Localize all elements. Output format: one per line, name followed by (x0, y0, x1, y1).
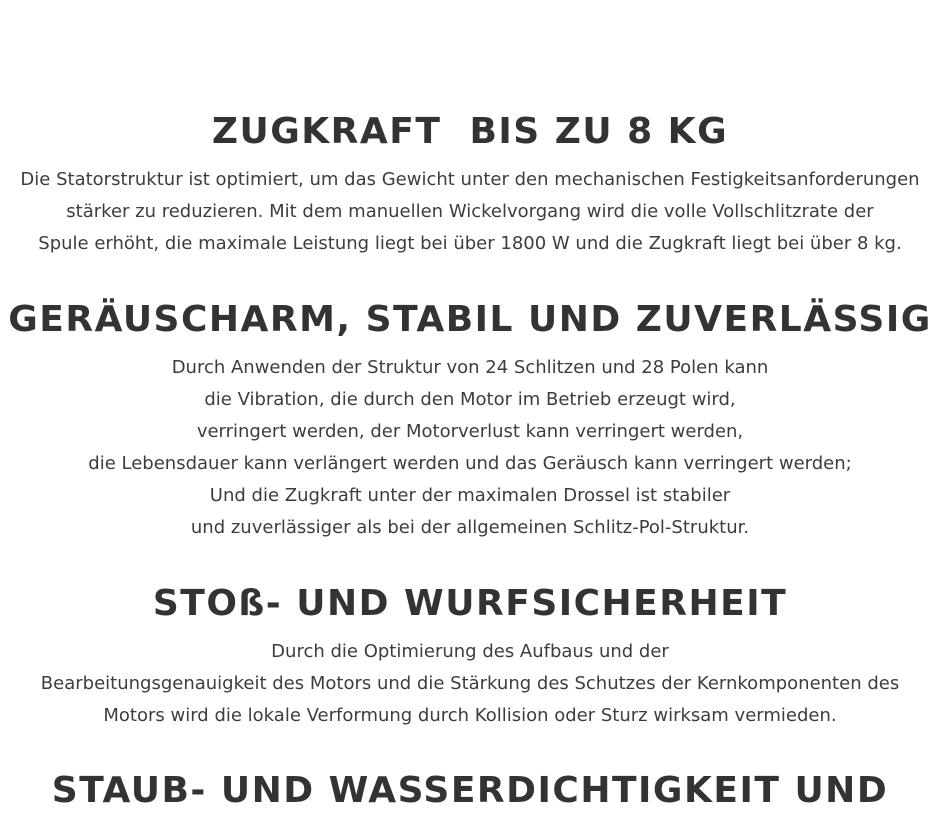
section-heading: STAUB- UND WASSERDICHTIGKEIT UND (51, 770, 889, 811)
section-body (0, 352, 940, 544)
section-heading: GERÄUSCHARM, STABIL UND ZUVERLÄSSIG (8, 299, 932, 340)
section-heading: ZUGKRAFT BIS ZU 8 KG (211, 111, 729, 152)
body-line: Spule erhöht, die maximale Leistung liegt bei über 1800 W und die Zugkraft liegt bei über 8 kg. (38, 233, 902, 254)
section-low-noise (0, 298, 940, 544)
body-line: Und die Zugkraft unter der maximalen Drossel ist stabiler (209, 485, 731, 506)
body-line: Bearbeitungsgenauigkeit des Motors und die Stärkung des Schutzes der Kernkomponenten des (40, 673, 900, 694)
section-heading: STOß- UND WURFSICHERHEIT (152, 583, 788, 624)
section-body (0, 164, 940, 260)
body-line: Motors wird die lokale Verformung durch Kollision oder Sturz wirksam vermieden. (103, 705, 837, 726)
body-line: die Lebensdauer kann verlängert werden und das Geräusch kann verringert werden; (88, 453, 852, 474)
body-line: Durch Anwenden der Struktur von 24 Schlitzen und 28 Polen kann (171, 357, 769, 378)
section-dust-water-resistance (0, 769, 940, 813)
body-line: stärker zu reduzieren. Mit dem manuellen Wickelvorgang wird die volle Vollschlitzrate der (66, 201, 874, 222)
body-line: und zuverlässiger als bei der allgemeinen Schlitz-Pol-Struktur. (190, 517, 750, 538)
body-line: verringert werden, der Motorverlust kann verringert werden, (196, 421, 744, 442)
section-body (0, 636, 940, 732)
body-line: Die Statorstruktur ist optimiert, um das Gewicht unter den mechanischen Festigkeitsanforderungen (20, 169, 920, 190)
body-line: Durch die Optimierung des Aufbaus und der (271, 641, 669, 662)
body-line: die Vibration, die durch den Motor im Betrieb erzeugt wird, (204, 389, 736, 410)
section-impact-resistance (0, 582, 940, 732)
section-pull-force (0, 110, 940, 260)
